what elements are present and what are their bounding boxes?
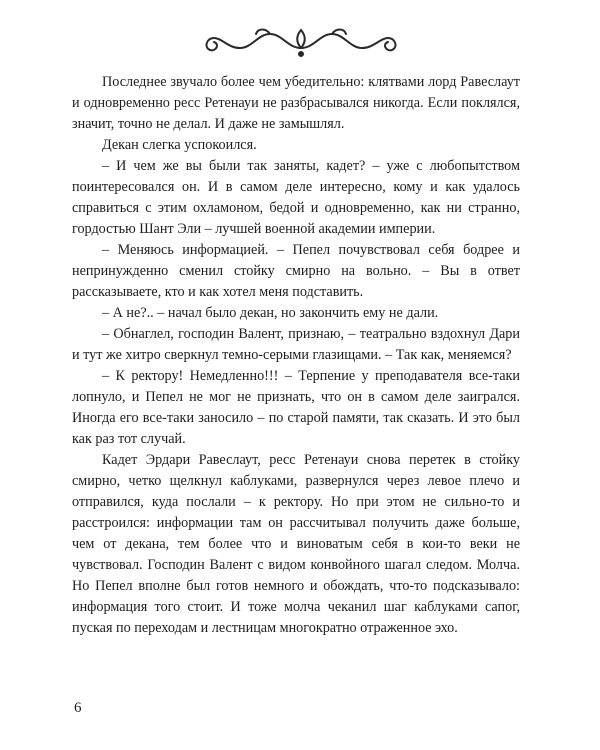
paragraph: – Меняюсь информацией. – Пепел почувствовал себя бодрее и непринужденно сменил стойку смирно на вольно. – Вы в ответ рассказываете, кто и как хотел меня подставить.: [72, 242, 520, 300]
page-number: 6: [74, 700, 82, 716]
paragraph: Декан слегка успокоился.: [102, 137, 257, 153]
paragraph: Последнее звучало более чем убедительно: клятвами лорд Равеслаут и одновременно ресс Ретенауи не разбрасывался никогда. Если поклялся, значит, точно не делал. И даже не замышлял.: [72, 74, 520, 132]
paragraph: – К ректору! Немедленно!!! – Терпение у преподавателя все-таки лопнуло, и Пепел не мог не признать, что он в самом деле заигрался. Иногда его все-таки заносило – по старой памяти, так сказать. И это был как раз тот случай.: [72, 368, 520, 447]
paragraph: – А не?.. – начал было декан, но закончить ему не дали.: [102, 305, 439, 321]
scroll-flourish-icon: [196, 18, 406, 62]
body-text: [72, 72, 520, 639]
paragraph: – Обнаглел, господин Валент, признаю, – театрально вздохнул Дари и тут же хитро сверкнул темно-серыми глазищами. – Так как, меняемся?: [72, 326, 520, 363]
paragraph: Кадет Эрдари Равеслаут, ресс Ретенауи снова перетек в стойку смирно, четко щелкнул каблуками, развернулся через левое плечо и отправился, куда послали – к ректору. Но при этом не сильно-то и расстроился: информации там он рассчитывал получить даже больше, чем от декана, тем более что и виноватым себя в кои-то веки не чувствовал. Господин Валент с видом конвойного шагал следом. Молча. Но Пепел вполне был готов немного и обождать, что-то подсказывало: информация того стоит. И тоже молча чеканил шаг каблуками сапог, пуская по переходам и лестницам многократно отраженное эхо.: [72, 452, 520, 636]
paragraph: – И чем же вы были так заняты, кадет? – уже с любопытством поинтересовался он. И в самом деле интересно, кому и как удалось справиться с этим охламоном, бедой и одновременно, как ни странно, гордостью Шант Эли – лучшей военной академии империи.: [72, 158, 520, 237]
